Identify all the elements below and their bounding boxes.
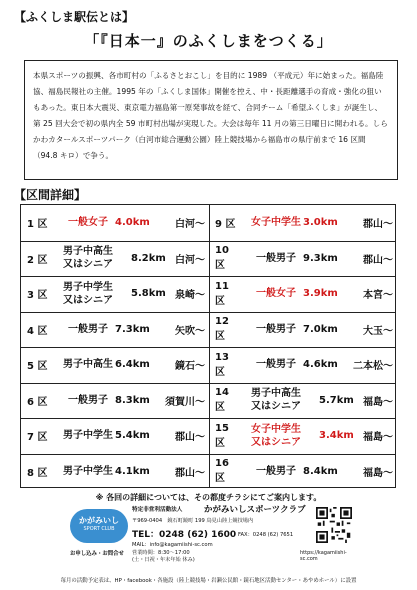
section-cell xyxy=(209,383,397,419)
section-start-point: 須賀川～ xyxy=(165,396,205,408)
section-start-point: 福島～ xyxy=(363,396,393,408)
section-start-point: 二本松～ xyxy=(353,361,393,373)
section-number: 7 区 xyxy=(27,432,48,444)
section-number: 15 区 xyxy=(215,422,229,449)
section-start-point: 泉崎～ xyxy=(175,290,205,302)
section-start-point: 白河～ xyxy=(175,219,205,231)
footer xyxy=(70,505,360,573)
section-runner-category: 一般男子 xyxy=(256,323,296,335)
section-number: 14 区 xyxy=(215,387,229,414)
section-start-point: 郡山～ xyxy=(175,432,205,444)
section-distance: 5.7km xyxy=(319,394,354,406)
website-url[interactable]: https://kagamiishi-sc.com xyxy=(300,550,347,562)
section-runner-category: 男子中高生 又はシニア xyxy=(63,246,113,271)
section-cell xyxy=(21,312,209,348)
section-cell xyxy=(209,312,397,348)
section-distance: 7.0km xyxy=(303,323,338,335)
section-distance: 4.6km xyxy=(303,359,338,371)
section-runner-category: 一般男子 xyxy=(256,252,296,264)
section-cell xyxy=(21,418,209,454)
section-distance: 7.3km xyxy=(115,323,150,335)
section-number: 8 区 xyxy=(27,467,48,479)
page-title: 「『日本一』のふくしまをつくる」 xyxy=(84,32,333,50)
section-cell xyxy=(21,276,209,312)
section-runner-category: 一般男子 xyxy=(68,323,108,335)
section-cell xyxy=(21,241,209,277)
sections-grid xyxy=(20,204,396,488)
activity-note: 毎月の活動予定表は、HP・facebook・各施設（陸上競技場・岩瀬公民館・鏡石地区活動センター・あやめホール）に設置 xyxy=(60,578,357,584)
section-number: 1 区 xyxy=(27,219,48,231)
section-runner-category: 一般男子 xyxy=(256,359,296,371)
section-cell xyxy=(21,454,209,490)
section-start-point: 福島～ xyxy=(363,432,393,444)
section-cell xyxy=(209,241,397,277)
section-distance: 8.3km xyxy=(115,394,150,406)
logo-subtext: SPORT CLUB xyxy=(83,526,115,532)
fax-number: FAX：0248 (62) 7651 xyxy=(238,532,294,538)
section-runner-category: 一般男子 xyxy=(68,394,108,406)
section-start-point: 大玉～ xyxy=(363,325,393,337)
section-number: 6 区 xyxy=(27,396,48,408)
section-start-point: 白河～ xyxy=(175,254,205,266)
section-runner-category: 男子中学生 又はシニア xyxy=(63,281,113,306)
logo-text: かがみいし xyxy=(79,516,119,525)
section-number: 12 区 xyxy=(215,316,229,343)
section-distance: 5.4km xyxy=(115,430,150,442)
section-runner-category: 男子中高生 xyxy=(63,359,113,371)
section-number: 13 区 xyxy=(215,351,229,378)
address: 〒969-0404 鏡石町鏡町 199 鳥見山陸上競技場内 xyxy=(132,518,254,524)
section-distance: 5.8km xyxy=(131,288,166,300)
section-distance: 3.4km xyxy=(319,430,354,442)
org-type: 特定非営利活動法人 xyxy=(132,507,183,513)
section-distance: 3.0km xyxy=(303,217,338,229)
section-runner-category: 女子中学生 又はシニア xyxy=(251,423,301,448)
business-hours: 営業時間：8:30～17:00 xyxy=(132,550,190,556)
club-logo xyxy=(70,509,128,543)
section-runner-category: 男子中学生 xyxy=(63,465,113,477)
section-number: 11 区 xyxy=(215,280,229,307)
section-distance: 3.9km xyxy=(303,288,338,300)
section-start-point: 郡山～ xyxy=(363,219,393,231)
section-start-point: 鏡石～ xyxy=(175,361,205,373)
section-runner-category: 一般男子 xyxy=(256,465,296,477)
section-label-about: 【ふくしま駅伝とは】 xyxy=(14,10,135,24)
qr-code-icon xyxy=(316,507,352,543)
section-distance: 4.0km xyxy=(115,217,150,229)
section-cell xyxy=(21,347,209,383)
email-address[interactable]: MAIL：info@kagamiishi-sc.com xyxy=(132,542,213,548)
section-start-point: 郡山～ xyxy=(175,467,205,479)
section-start-point: 郡山～ xyxy=(363,254,393,266)
section-distance: 9.3km xyxy=(303,252,338,264)
intro-box: 本県スポーツの振興、各市町村の「ふるさとおこし」を目的に 1989 （平成元）年に始まった。福島陸協、福島民報社の主催。1995 年の「ふくしま国体」開催を控え、中・長距離選手の育成・強化の狙いもあった。東日本大震災、東京電力福島第一原発事故を経て、合同チーム「希望ふくしま」が誕生し、第 25 回大会で初の県内全 59 市町村出場が実現した。大会は毎年 11 月の第三日曜日に開われる。しらかわカタールスポーツパーク（白河市総合運動公園）陸上競技場から福島市の県庁前まで 16 区間（94.8 キロ）で争う。 xyxy=(24,60,398,180)
section-start-point: 福島～ xyxy=(363,467,393,479)
section-cell xyxy=(209,454,397,490)
section-start-point: 矢吹～ xyxy=(175,325,205,337)
section-number: 9 区 xyxy=(215,219,236,231)
section-runner-category: 一般女子 xyxy=(256,288,296,300)
section-cell xyxy=(21,383,209,419)
section-start-point: 本宮～ xyxy=(363,290,393,302)
holiday-note: (土・日祝・年末年始 休み) xyxy=(132,557,195,563)
section-cell xyxy=(209,418,397,454)
contact-label: お申し込み・お問合せ xyxy=(70,551,124,557)
section-number: 16 区 xyxy=(215,458,229,485)
org-name: かがみいしスポーツクラブ xyxy=(204,505,306,515)
phone-number: TEL：0248 (62) 1600 xyxy=(132,530,237,540)
section-number: 10 区 xyxy=(215,245,229,272)
section-cell xyxy=(209,276,397,312)
section-distance: 8.4km xyxy=(303,465,338,477)
section-number: 5 区 xyxy=(27,361,48,373)
section-runner-category: 男子中学生 xyxy=(63,430,113,442)
section-distance: 8.2km xyxy=(131,252,166,264)
section-distance: 6.4km xyxy=(115,359,150,371)
section-runner-category: 男子中高生 又はシニア xyxy=(251,388,301,413)
details-note: ※ 各回の詳細については、その都度チラシにてご案内します。 xyxy=(95,493,322,502)
section-runner-category: 一般女子 xyxy=(68,217,108,229)
section-number: 2 区 xyxy=(27,254,48,266)
section-cell xyxy=(209,347,397,383)
section-cell xyxy=(21,205,209,241)
section-runner-category: 女子中学生 xyxy=(251,217,301,229)
section-distance: 4.1km xyxy=(115,465,150,477)
section-number: 4 区 xyxy=(27,325,48,337)
section-number: 3 区 xyxy=(27,290,48,302)
section-cell xyxy=(209,205,397,241)
section-label-details: 【区間詳細】 xyxy=(14,188,87,202)
